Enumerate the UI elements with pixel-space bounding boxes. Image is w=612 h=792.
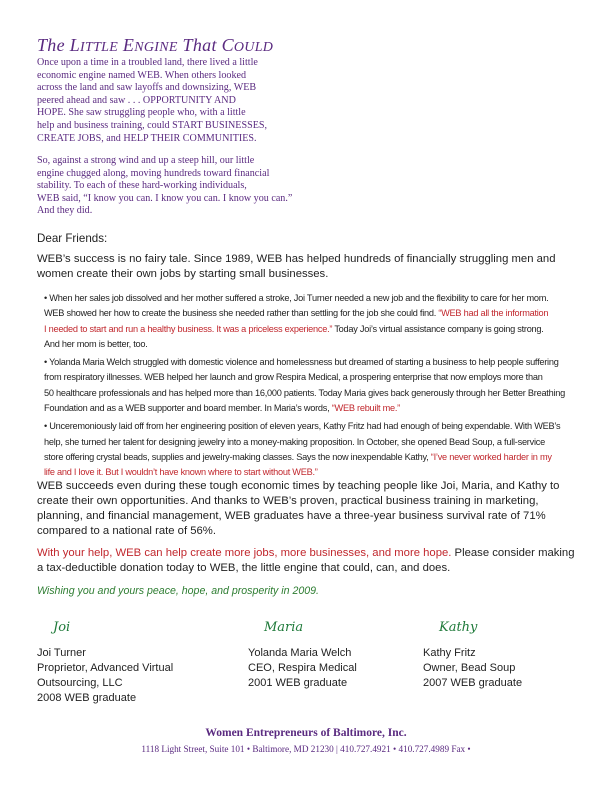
page-title <box>37 35 437 56</box>
title-rest-little: ITTLE <box>80 40 119 55</box>
intro-paragraph: WEB’s success is no fairy tale. Since 1989, WEB has helped hundreds of financially struggling men and women create their own jobs by starting small businesses. <box>37 253 556 280</box>
organization-address: 1118 Light Street, Suite 101 • Baltimore, MD 21230 | 410.727.4921 • 410.727.4989 Fax • <box>141 744 471 754</box>
organization-name: Women Entrepreneurs of Baltimore, Inc. <box>205 727 407 739</box>
story-line: And they did. <box>37 205 93 217</box>
success-stories <box>44 291 596 484</box>
title-word-that: That <box>182 35 217 55</box>
story-joi: • When her sales job dissolved and her mother suffered a stroke, Joi Turner needed a new job and the flexibility to care for her mom. WEB showed her how to create the business she needed rather than settling for the job she could find. “WEB had all the information I needed to start and run a healthy business. It was a priceless experience.” Today Joi’s virtual assistance company is going strong. And her mom is better, too. <box>44 293 549 349</box>
story-line: Once upon a time in a troubled land, there lived a little <box>37 57 258 68</box>
kathy-quote: “I’ve never worked harder in my <box>430 451 552 462</box>
succeed-paragraph: WEB succeeds even during these tough economic times by teaching people like Joi, Maria, and Kathy to create their own opportunities. And thanks to WEB’s proven, practical business training in marketing, planning, and financial management, WEB graduates have a three-year business survival rate of 71% compared to a national rate of 56%. <box>37 480 560 537</box>
title-cap-c: C <box>221 35 234 55</box>
title-word-the: The <box>37 35 65 55</box>
salutation: Dear Friends: <box>37 232 108 245</box>
story-line: across the land and saw layoffs and downsizing, WEB <box>37 82 257 94</box>
appeal-highlight: With your help, WEB can help create more jobs, more businesses, and more hope. <box>37 547 452 559</box>
story-line: WEB said, “I know you can. I know you can. I know you can.” <box>37 192 293 204</box>
signature-joi: Joi Joi Turner Proprietor, Advanced Virtual Outsourcing, LLC 2008 WEB graduate <box>37 620 174 704</box>
title-cap-e: E <box>122 35 135 55</box>
story-line: economic engine named WEB. When others looked <box>37 69 247 81</box>
kathy-quote: life and I love it. But I wouldn’t have known where to start without WEB.” <box>44 467 318 478</box>
title-rest-engine: NGINE <box>134 40 178 55</box>
story-line: So, against a strong wind and up a steep hill, our little <box>37 155 255 166</box>
joi-quote: I needed to start and run a healthy business. It was a priceless experience.” <box>44 323 333 334</box>
signature-maria: Maria Yolanda Maria Welch CEO, Respira Medical 2001 WEB graduate <box>248 620 357 689</box>
signature-script: Maria <box>264 620 304 635</box>
title-cap-l: L <box>69 35 81 55</box>
story-line: CREATE JOBS, and HELP THEIR COMMUNITIES. <box>37 132 257 144</box>
signature-kathy: Kathy Kathy Fritz Owner, Bead Soup 2007 WEB graduate <box>423 620 523 689</box>
story-line: HOPE. She saw struggling people who, with a little <box>37 107 246 119</box>
story-line: peered ahead and saw . . . OPPORTUNITY AND <box>37 94 236 106</box>
story-kathy: • Unceremoniously laid off from her engineering position of eleven years, Kathy Fritz had had enough of being expendable. With WEB’s help, she turned her talent for designing jewelry into a money-making proposition. In October, she opened Bead Soup, a full-service store offering crystal beads, supplies and jewelry-making classes. Says the now inexpendable Kathy, “I’ve never worked harder in my life and I love it. But I wouldn’t have known where to start without WEB.” <box>44 419 596 480</box>
joi-quote: “WEB had all the information <box>438 308 549 319</box>
story-paragraph-2 <box>37 155 337 218</box>
signature-script: Kathy <box>439 620 478 635</box>
story-paragraph-1 <box>37 57 337 145</box>
title-rest-could: OULD <box>233 40 274 55</box>
story-line: stability. To each of these hard-working individuals, <box>37 180 247 192</box>
story-line: engine chugged along, moving hundreds toward financial <box>37 167 270 179</box>
maria-quote: “WEB rebuilt me.” <box>331 403 400 414</box>
story-line: help and business training, could START BUSINESSES, <box>37 119 267 131</box>
closing-wish: Wishing you and yours peace, hope, and prosperity in 2009. <box>37 585 319 597</box>
signature-script: Joi <box>53 620 71 635</box>
donation-appeal: With your help, WEB can help create more jobs, more businesses, and more hope. Please consider making a tax-deductible donation today to WEB, the little engine that could, can, and does. <box>37 547 575 574</box>
story-maria: • Yolanda Maria Welch struggled with domestic violence and homelessness but dreamed of starting a business to help people suffering from respiratory illnesses. WEB helped her launch and grow Respira Medical, a prospering enterprise that now employs more than 50 healthcare professionals and has helped more than 16,000 patients. Today Maria gives back generously through her Better Breathing Foundation and as a WEB supporter and board member. In Maria’s words, “WEB rebuilt me.” <box>44 357 565 414</box>
